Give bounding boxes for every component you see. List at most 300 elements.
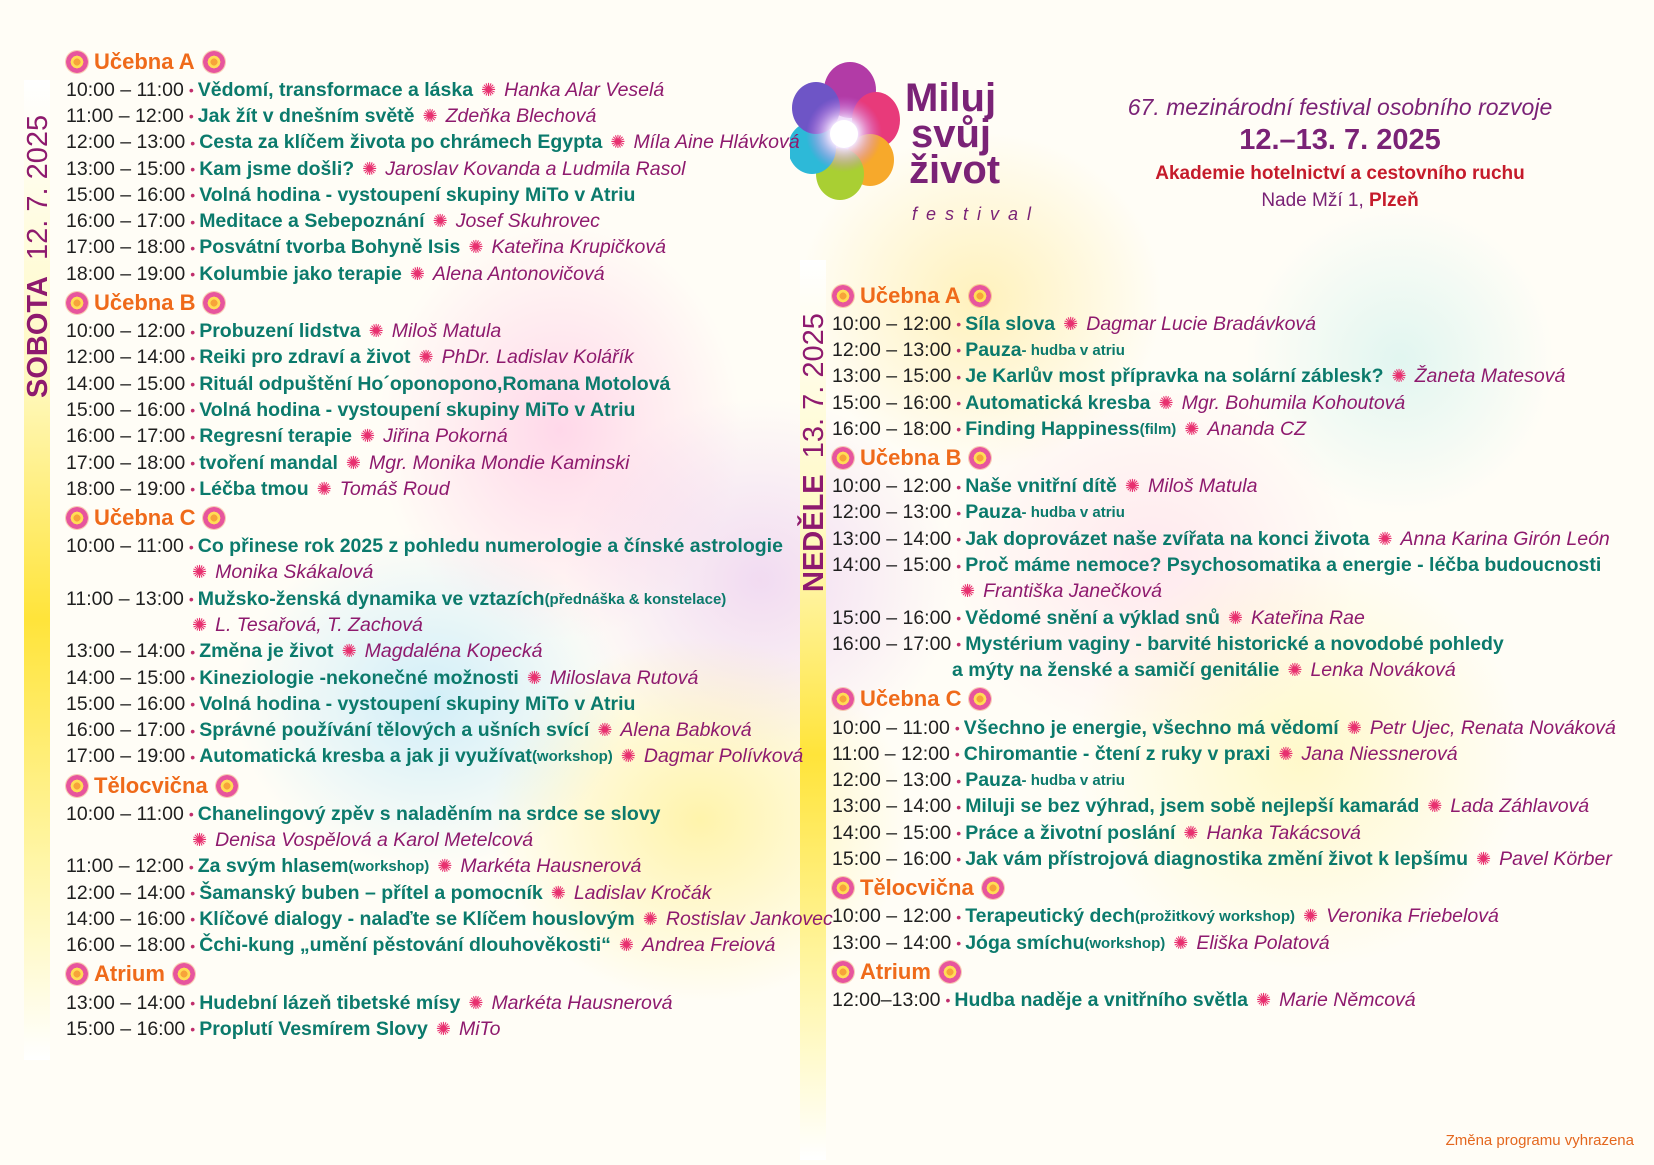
program-title: tvoření mandal — [199, 451, 338, 474]
brand-subtitle: festival — [912, 204, 1041, 224]
asterisk-icon: ✺ — [1227, 607, 1243, 628]
bullet-icon: • — [956, 935, 962, 952]
bullet-icon: • — [956, 851, 962, 868]
bullet-icon: • — [956, 504, 962, 521]
bullet-icon: • — [190, 134, 196, 151]
program-row — [832, 500, 1616, 526]
speaker-name: Lenka Nováková — [1310, 659, 1456, 682]
bullet-icon: • — [190, 722, 196, 739]
speaker-name: Veronika Friebelová — [1326, 905, 1499, 928]
asterisk-icon: ✺ — [422, 105, 438, 126]
festival-dates: 12.–13. 7. 2025 — [1239, 124, 1441, 156]
time-slot: 15:00 – 16:00 — [832, 847, 952, 870]
program-row — [66, 744, 833, 770]
program-title: Terapeutický dech — [965, 905, 1135, 928]
bullet-icon: • — [190, 995, 196, 1012]
program-row — [832, 631, 1616, 657]
flower-icon — [173, 963, 195, 985]
program-title: Cesta za klíčem života po chrámech Egypta — [199, 131, 603, 154]
time-slot: 12:00 – 13:00 — [832, 769, 952, 792]
program-row — [66, 345, 833, 371]
time-slot: 10:00 – 11:00 — [66, 78, 184, 101]
program-row — [66, 718, 833, 744]
time-slot: 13:00 – 14:00 — [832, 931, 952, 954]
program-row — [66, 261, 833, 287]
bullet-icon: • — [956, 421, 962, 438]
program-row — [66, 880, 833, 906]
speaker-name: Zdeňka Blechová — [445, 104, 597, 127]
bullet-icon: • — [190, 161, 196, 178]
festival-venue: Akademie hotelnictví a cestovního ruchu — [1155, 163, 1525, 184]
program-title: Finding Happiness — [965, 417, 1140, 440]
asterisk-icon: ✺ — [435, 1018, 451, 1039]
program-title: Volná hodina - vystoupení skupiny MiTo v Atriu — [199, 183, 636, 206]
bullet-icon: • — [190, 213, 196, 230]
program-row — [832, 473, 1616, 499]
program-title: Kolumbie jako terapie — [199, 262, 402, 285]
program-row — [66, 103, 833, 129]
program-title: Rituál odpuštění Ho´oponopono,Romana Motolová — [199, 372, 671, 395]
time-slot: 11:00 – 12:00 — [832, 742, 950, 765]
program-title: Čchi-kung „umění pěstování dlouhověkosti“ — [199, 934, 611, 957]
room-name: Atrium — [860, 958, 931, 984]
bullet-icon: • — [190, 323, 196, 340]
program-row-continuation — [66, 827, 833, 853]
time-slot: 11:00 – 12:00 — [66, 104, 184, 127]
flower-icon — [216, 775, 238, 797]
speaker-name: Kateřina Rae — [1250, 606, 1365, 629]
room-heading — [66, 502, 833, 533]
speaker-name: Alena Babková — [620, 719, 752, 742]
asterisk-icon: ✺ — [1391, 366, 1407, 387]
asterisk-icon: ✺ — [1427, 796, 1443, 817]
speaker-name: L. Tesařová, T. Zachová — [215, 613, 423, 636]
speaker-name: Josef Skuhrovec — [455, 210, 600, 233]
asterisk-icon: ✺ — [620, 746, 636, 767]
program-title-note: (přednáška & konstelace) — [544, 590, 727, 608]
speaker-name: Jaroslav Kovanda a Ludmila Rasol — [385, 157, 686, 180]
time-slot: 15:00 – 16:00 — [66, 692, 186, 715]
brand-name — [905, 76, 1001, 192]
bullet-icon: • — [190, 187, 196, 204]
asterisk-icon: ✺ — [1184, 418, 1200, 439]
time-slot: 12:00 – 13:00 — [66, 131, 186, 154]
program-title: Kam jsme došli? — [199, 157, 355, 180]
program-title-note: (workshop) — [348, 858, 430, 876]
festival-title: 67. mezinárodní festival osobního rozvoje — [1127, 94, 1553, 120]
room-heading — [66, 770, 833, 801]
program-title: Regresní terapie — [199, 425, 352, 448]
program-title-note: (prožitkový workshop) — [1134, 908, 1295, 926]
flower-icon — [832, 447, 854, 469]
program-row — [66, 586, 833, 612]
brand-line-2: svůj — [911, 112, 992, 156]
room-heading — [832, 873, 1616, 904]
asterisk-icon: ✺ — [481, 79, 497, 100]
speaker-name: Jana Niessnerová — [1301, 742, 1458, 765]
time-slot: 13:00 – 14:00 — [66, 640, 186, 663]
flower-icon — [832, 688, 854, 710]
saturday-day-label — [23, 115, 53, 398]
program-title: Práce a životní poslání — [965, 821, 1176, 844]
room-heading — [66, 287, 833, 318]
time-slot: 17:00 – 19:00 — [66, 745, 186, 768]
program-row — [66, 424, 833, 450]
asterisk-icon: ✺ — [192, 830, 208, 851]
speaker-name: Ladislav Kročák — [573, 881, 712, 904]
program-row — [832, 820, 1616, 846]
asterisk-icon: ✺ — [341, 641, 357, 662]
address-city: Plzeň — [1369, 190, 1419, 211]
program-row — [66, 156, 833, 182]
bullet-icon: • — [190, 937, 196, 954]
program-row — [832, 605, 1616, 631]
time-slot: 10:00 – 12:00 — [832, 312, 952, 335]
room-name: Učebna B — [860, 444, 962, 470]
bullet-icon: • — [945, 992, 951, 1009]
program-title: Naše vnitřní dítě — [965, 475, 1117, 498]
asterisk-icon: ✺ — [1124, 476, 1140, 497]
asterisk-icon: ✺ — [362, 158, 378, 179]
bullet-icon: • — [956, 531, 962, 548]
speaker-name: Dagmar Polívková — [643, 745, 804, 768]
program-title: Léčba tmou — [199, 477, 309, 500]
time-slot: 15:00 – 16:00 — [66, 183, 186, 206]
asterisk-icon: ✺ — [1158, 392, 1174, 413]
time-slot: 13:00 – 14:00 — [832, 795, 952, 818]
program-title: Vědomí, transformace a láska — [197, 78, 474, 101]
room-name: Atrium — [94, 961, 165, 987]
program-row — [832, 904, 1616, 930]
program-row-continuation — [832, 658, 1616, 684]
speaker-name: Mgr. Bohumila Kohoutová — [1181, 391, 1406, 414]
speaker-name: Jiřina Pokorná — [383, 425, 508, 448]
bullet-icon: • — [190, 885, 196, 902]
time-slot: 16:00 – 17:00 — [66, 719, 186, 742]
room-name: Učebna B — [94, 289, 196, 315]
flower-icon — [66, 507, 88, 529]
program-title: Chiromantie - čtení z ruky v praxi — [963, 742, 1271, 765]
festival-address — [1070, 190, 1610, 212]
time-slot: 12:00 – 14:00 — [66, 881, 186, 904]
program-row — [66, 371, 833, 397]
speaker-name: Miloš Matula — [1148, 475, 1258, 498]
program-title: Kineziologie -nekonečné možnosti — [199, 666, 519, 689]
asterisk-icon: ✺ — [1256, 989, 1272, 1010]
bullet-icon: • — [956, 316, 962, 333]
asterisk-icon: ✺ — [1476, 848, 1492, 869]
asterisk-icon: ✺ — [618, 935, 634, 956]
time-slot: 15:00 – 16:00 — [66, 1017, 186, 1040]
program-title: Pauza — [965, 769, 1022, 792]
room-heading — [66, 46, 833, 77]
program-title: Reiki pro zdraví a život — [199, 346, 411, 369]
program-row — [832, 741, 1616, 767]
program-row-continuation — [66, 612, 833, 638]
program-title: Klíčové dialogy - nalaďte se Klíčem houslovým — [199, 907, 635, 930]
bullet-icon: • — [956, 478, 962, 495]
speaker-name: Františka Janečková — [983, 580, 1162, 603]
program-row — [66, 450, 833, 476]
program-title: Změna je život — [199, 640, 334, 663]
speaker-name: Lada Záhlavová — [1450, 795, 1590, 818]
saturday-date: 12. 7. 2025 — [22, 114, 54, 260]
room-name: Učebna C — [94, 504, 196, 530]
bullet-icon: • — [188, 858, 194, 875]
room-heading — [832, 280, 1616, 311]
program-row — [832, 526, 1616, 552]
time-slot: 14:00 – 15:00 — [832, 821, 952, 844]
bullet-icon: • — [190, 349, 196, 366]
time-slot: 14:00 – 15:00 — [66, 666, 186, 689]
program-title: Jak žít v dnešním světě — [197, 104, 415, 127]
bullet-icon: • — [190, 696, 196, 713]
program-title: Mystérium vaginy - barvité historické a novodobé pohledy — [965, 632, 1504, 655]
speaker-name: MiTo — [458, 1017, 501, 1040]
time-slot: 17:00 – 18:00 — [66, 451, 186, 474]
program-row — [66, 990, 833, 1016]
time-slot: 14:00 – 16:00 — [66, 907, 186, 930]
speaker-name: Eliška Polatová — [1196, 931, 1330, 954]
program-row — [66, 318, 833, 344]
asterisk-icon: ✺ — [432, 211, 448, 232]
time-slot: 13:00 – 15:00 — [66, 157, 186, 180]
program-title: Šamanský buben – přítel a pomocník — [199, 881, 543, 904]
room-heading — [832, 956, 1616, 987]
sunday-day-name: NEDĚLE — [798, 474, 830, 592]
asterisk-icon: ✺ — [468, 237, 484, 258]
bullet-icon: • — [188, 82, 194, 99]
program-title: Probuzení lidstva — [199, 320, 361, 343]
program-row — [832, 767, 1616, 793]
asterisk-icon: ✺ — [1377, 528, 1393, 549]
program-title: Pauza — [965, 501, 1022, 524]
program-title: Co přinese rok 2025 z pohledu numerologie a čínské astrologie — [197, 535, 783, 558]
speaker-name: Miloslava Rutová — [549, 666, 699, 689]
speaker-name: Dagmar Lucie Bradávková — [1086, 312, 1317, 335]
program-row — [66, 130, 833, 156]
bullet-icon: • — [190, 266, 196, 283]
flower-icon — [66, 963, 88, 985]
program-title-note: - hudba v atriu — [1021, 772, 1125, 790]
program-title: Jóga smíchu — [965, 931, 1085, 954]
program-title: Pauza — [965, 338, 1022, 361]
time-slot: 10:00 – 12:00 — [66, 320, 186, 343]
program-title: Chanelingový zpěv s naladěním na srdce se slovy — [197, 802, 661, 825]
bullet-icon: • — [956, 636, 962, 653]
time-slot: 15:00 – 16:00 — [832, 391, 952, 414]
time-slot: 13:00 – 14:00 — [832, 527, 952, 550]
speaker-name: Denisa Vospělová a Karol Metelcová — [215, 829, 534, 852]
speaker-name: Ananda CZ — [1207, 417, 1307, 440]
program-row — [66, 533, 833, 559]
program-title-note: - hudba v atriu — [1021, 341, 1125, 359]
flower-icon — [832, 961, 854, 983]
asterisk-icon: ✺ — [1183, 822, 1199, 843]
room-heading — [832, 684, 1616, 715]
program-row — [832, 416, 1616, 442]
asterisk-icon: ✺ — [960, 581, 976, 602]
program-title: Miluji se bez výhrad, jsem sobě nejlepší kamarád — [965, 795, 1420, 818]
speaker-name: Magdaléna Kopecká — [364, 640, 543, 663]
time-slot: 16:00 – 17:00 — [66, 425, 186, 448]
speaker-name: Marie Němcová — [1279, 988, 1416, 1011]
program-row — [66, 235, 833, 261]
time-slot: 12:00 – 14:00 — [66, 346, 186, 369]
program-row — [832, 930, 1616, 956]
program-row-continuation — [66, 560, 833, 586]
speaker-name: Tomáš Roud — [339, 477, 450, 500]
time-slot: 10:00 – 11:00 — [66, 802, 184, 825]
program-title: Správné používání tělových a ušních svící — [199, 719, 590, 742]
program-row — [832, 311, 1616, 337]
speaker-name: PhDr. Ladislav Kolářík — [441, 346, 634, 369]
asterisk-icon: ✺ — [316, 478, 332, 499]
program-title: Za svým hlasem — [197, 855, 349, 878]
saturday-day-name: SOBOTA — [22, 276, 54, 398]
program-title: Je Karlův most přípravka na solární záblesk? — [965, 365, 1384, 388]
flower-icon — [66, 775, 88, 797]
speaker-name: Kateřina Krupičková — [491, 236, 666, 259]
flower-icon — [832, 285, 854, 307]
program-title: Vědomé snění a výklad snů — [965, 606, 1220, 629]
time-slot: 10:00 – 12:00 — [832, 475, 952, 498]
flower-icon — [203, 51, 225, 73]
bullet-icon: • — [956, 342, 962, 359]
program-row — [832, 337, 1616, 363]
program-row — [832, 390, 1616, 416]
speaker-name: Hanka Alar Veselá — [504, 78, 665, 101]
room-heading — [66, 959, 833, 990]
bullet-icon: • — [190, 428, 196, 445]
room-name: Tělocvična — [94, 772, 208, 798]
bullet-icon: • — [190, 376, 196, 393]
asterisk-icon: ✺ — [526, 667, 542, 688]
time-slot: 10:00 – 11:00 — [66, 535, 184, 558]
asterisk-icon: ✺ — [1287, 660, 1303, 681]
program-row — [832, 715, 1616, 741]
time-slot: 16:00 – 18:00 — [66, 934, 186, 957]
bullet-icon: • — [954, 720, 960, 736]
speaker-name: Andrea Freiová — [642, 934, 776, 957]
asterisk-icon: ✺ — [1346, 717, 1362, 738]
time-slot: 15:00 – 16:00 — [66, 398, 186, 421]
asterisk-icon: ✺ — [360, 426, 376, 447]
program-title: Jak doprovázet naše zvířata na konci života — [965, 527, 1370, 550]
asterisk-icon: ✺ — [642, 908, 658, 929]
program-row — [832, 364, 1616, 390]
program-row — [66, 1016, 833, 1042]
time-slot: 11:00 – 12:00 — [66, 855, 184, 878]
speaker-name: Mgr. Monika Mondie Kaminski — [368, 451, 630, 474]
time-slot: 10:00 – 11:00 — [832, 716, 950, 739]
asterisk-icon: ✺ — [1173, 932, 1189, 953]
room-name: Učebna A — [94, 48, 195, 74]
program-row — [832, 987, 1616, 1013]
flower-icon — [969, 447, 991, 469]
speaker-name: Markéta Hausnerová — [460, 855, 642, 878]
room-name: Učebna A — [860, 282, 961, 308]
bullet-icon: • — [956, 368, 962, 385]
flower-icon — [66, 51, 88, 73]
speaker-name: Žaneta Matesová — [1414, 365, 1566, 388]
program-title-note: (workshop) — [531, 748, 613, 766]
program-row — [66, 182, 833, 208]
program-title: Všechno je energie, všechno má vědomí — [963, 716, 1339, 739]
flower-icon — [832, 877, 854, 899]
room-heading — [832, 442, 1616, 473]
flower-icon — [66, 292, 88, 314]
bullet-icon: • — [190, 643, 196, 660]
program-title: Síla slova — [965, 312, 1056, 335]
bullet-icon: • — [188, 538, 194, 555]
bullet-icon: • — [190, 239, 196, 256]
asterisk-icon: ✺ — [1303, 906, 1319, 927]
program-title: Meditace a Sebepoznání — [199, 210, 425, 233]
time-slot: 16:00 – 18:00 — [832, 417, 952, 440]
program-row — [66, 77, 833, 103]
program-row — [66, 665, 833, 691]
program-title-note: (film) — [1139, 420, 1177, 438]
time-slot: 14:00 – 15:00 — [832, 554, 952, 577]
speaker-name: Markéta Hausnerová — [491, 991, 673, 1014]
program-row — [832, 552, 1616, 578]
time-slot: 16:00 – 17:00 — [832, 632, 952, 655]
program-row — [66, 933, 833, 959]
bullet-icon: • — [956, 908, 962, 925]
program-title: Automatická kresba a jak ji využívat — [199, 745, 532, 768]
room-name: Učebna C — [860, 686, 962, 712]
bullet-icon: • — [190, 1021, 196, 1038]
program-title: Proplutí Vesmírem Slovy — [199, 1017, 428, 1040]
bullet-icon: • — [190, 481, 196, 498]
room-name: Tělocvična — [860, 875, 974, 901]
asterisk-icon: ✺ — [1063, 313, 1079, 334]
asterisk-icon: ✺ — [468, 992, 484, 1013]
program-title-note: (workshop) — [1084, 934, 1166, 952]
speaker-name: Monika Skákalová — [215, 561, 374, 584]
time-slot: 16:00 – 17:00 — [66, 210, 186, 233]
time-slot: 11:00 – 13:00 — [66, 587, 184, 610]
time-slot: 12:00–13:00 — [832, 988, 941, 1011]
program-title: Hudební lázeň tibetské mísy — [199, 991, 461, 1014]
time-slot: 12:00 – 13:00 — [832, 338, 952, 361]
time-slot: 13:00 – 14:00 — [66, 991, 186, 1014]
program-row — [66, 397, 833, 423]
program-row — [66, 476, 833, 502]
program-row — [832, 794, 1616, 820]
program-title: Volná hodina - vystoupení skupiny MiTo v Atriu — [199, 398, 636, 421]
speaker-name: Rostislav Jankovec — [665, 907, 833, 930]
time-slot: 10:00 – 12:00 — [832, 905, 952, 928]
time-slot: 14:00 – 15:00 — [66, 372, 186, 395]
bullet-icon: • — [190, 911, 196, 928]
time-slot: 18:00 – 19:00 — [66, 262, 186, 285]
sunday-schedule — [832, 280, 1616, 1014]
flower-icon — [939, 961, 961, 983]
bullet-icon: • — [956, 395, 962, 412]
flower-icon — [203, 292, 225, 314]
program-row — [832, 846, 1616, 872]
bullet-icon: • — [190, 455, 196, 471]
time-slot: 18:00 – 19:00 — [66, 477, 186, 500]
asterisk-icon: ✺ — [597, 720, 613, 741]
bullet-icon: • — [190, 402, 196, 419]
program-row — [66, 906, 833, 932]
bullet-icon: • — [956, 825, 962, 842]
flower-icon — [969, 688, 991, 710]
asterisk-icon: ✺ — [192, 614, 208, 635]
